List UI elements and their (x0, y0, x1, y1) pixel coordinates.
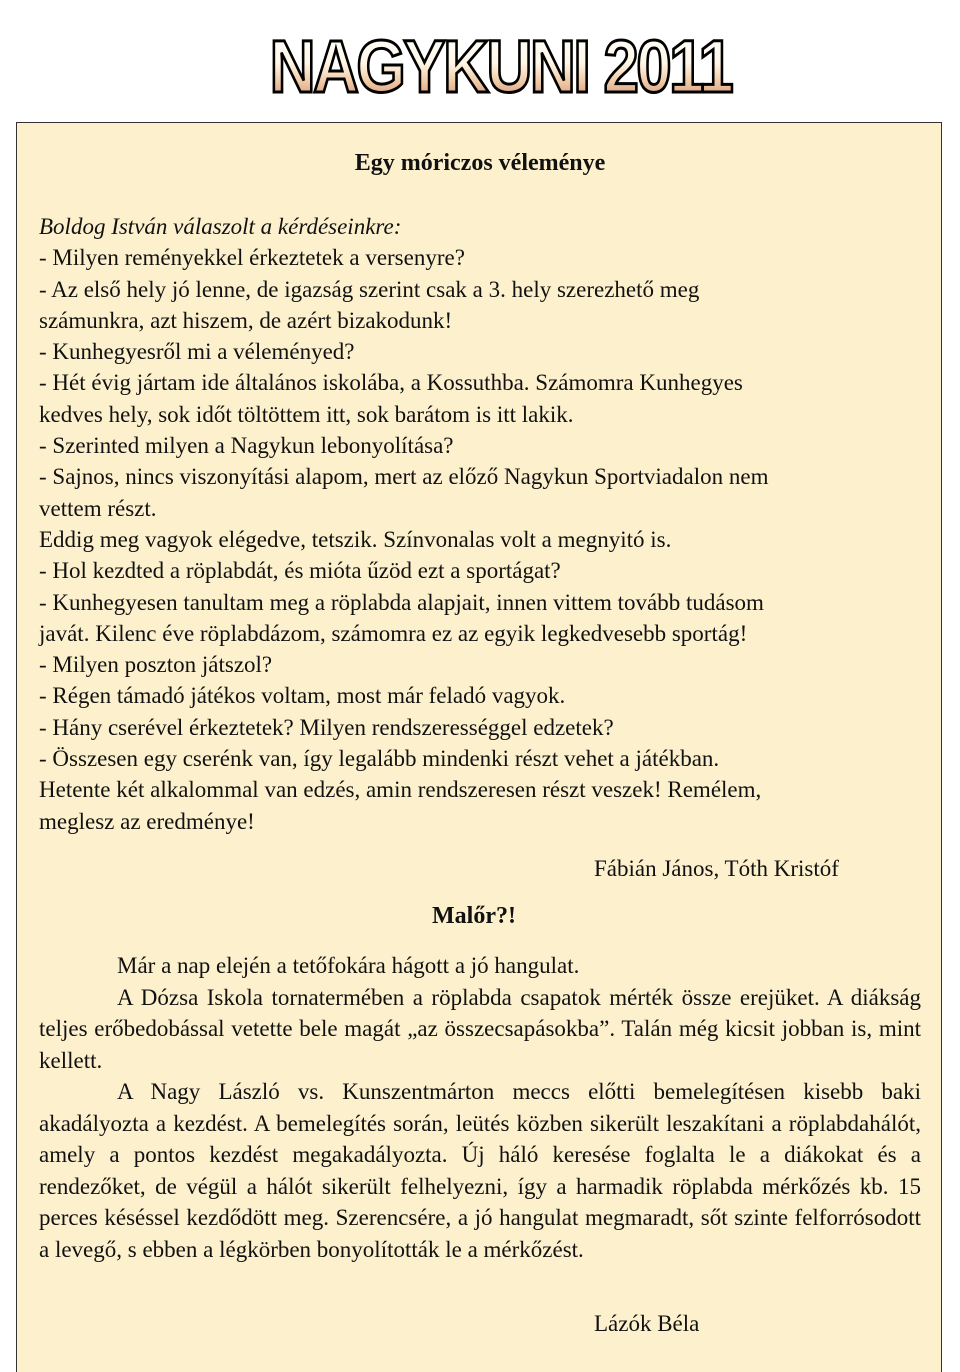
interview-line: Hetente két alkalommal van edzés, amin rendszeresen részt veszek! Remélem, (39, 777, 762, 803)
interview-line: - Milyen reményekkel érkeztetek a versenyre? (39, 245, 465, 271)
interview-line: meglesz az eredménye! (39, 808, 255, 834)
article-paragraph: A Dózsa Iskola tornatermében a röplabda csapatok mérték össze erejüket. A diákság teljes erőbedobással vetette bele magát „az összecsapásokba”. Talán még kicsit jobban is, mint kellett. (39, 984, 921, 1073)
interview-line: - Hol kezdted a röplabdát, és mióta űzöd ezt a sportágat? (39, 558, 561, 584)
interview-line: - Az első hely jó lenne, de igazság szerint csak a 3. hely szerezhető meg (39, 276, 700, 302)
interview-line: Eddig meg vagyok elégedve, tetszik. Színvonalas volt a megnyitó is. (39, 526, 672, 552)
interview-line: - Szerinted milyen a Nagykun lebonyolítása? (39, 433, 454, 459)
interview-title: Egy móriczos véleménye (354, 150, 606, 176)
interview-intro: Boldog István válaszolt a kérdéseinkre: (39, 214, 402, 239)
interview-line: kedves hely, sok időt töltöttem itt, sok barátom is itt lakik. (39, 401, 574, 427)
interview-line: - Hány cserével érkeztetek? Milyen rendszerességgel edzetek? (39, 714, 614, 740)
interview-line: - Összesen egy cserénk van, így legalább mindenki részt vehet a játékban. (39, 746, 720, 772)
article-signature: Lázók Béla (594, 1311, 700, 1336)
article-paragraph: A Nagy László vs. Kunszentmárton meccs előtti bemelegítésen kisebb baki akadályozta a kezdést. A bemelegítés során, leütés közben sikerült leszakítani a röplabdahálót, amely a pontos kezdést megakadályozta. Új háló keresése foglalta le a diákokat és a rendezőket, de végül a hálót sikerült felhelyezni, így a harmadik röplabda mérkőzés kb. 15 perces késéssel kezdődött meg. Szerencsére, a jó hangulat megmaradt, sőt szinte felforrósodott a levegő, s ebben a légkörben bonyolították le a mérkőzést. (39, 1079, 921, 1262)
nagykuni-logo: NAGYKUNI 2011 (269, 25, 731, 108)
interview-line: vettem részt. (39, 495, 157, 521)
interview-line: számunkra, azt hiszem, de azért bizakodunk! (39, 307, 453, 333)
masthead (0, 0, 960, 122)
article-title: Malőr?! (432, 903, 516, 929)
interview-line: javát. Kilenc éve röplabdázom, számomra ez az egyik legkedvesebb sportág! (39, 620, 748, 646)
interview-line: - Kunhegyesről mi a véleményed? (39, 339, 355, 365)
interview-line: - Sajnos, nincs viszonyítási alapom, mert az előző Nagykun Sportviadalon nem (39, 464, 769, 490)
interview-line: - Hét évig jártam ide általános iskolába, a Kossuthba. Számomra Kunhegyes (39, 370, 743, 396)
article-body (39, 950, 921, 1265)
article-paragraph: Már a nap elején a tetőfokára hágott a jó hangulat. (117, 953, 580, 978)
interview-signature: Fábián János, Tóth Kristóf (594, 856, 839, 881)
interview-line: - Kunhegyesen tanultam meg a röplabda alapjait, innen vittem tovább tudásom (39, 589, 764, 615)
interview-body (39, 211, 919, 837)
interview-line: - Milyen poszton játszol? (39, 652, 273, 678)
interview-line: - Régen támadó játékos voltam, most már feladó vagyok. (39, 683, 566, 709)
